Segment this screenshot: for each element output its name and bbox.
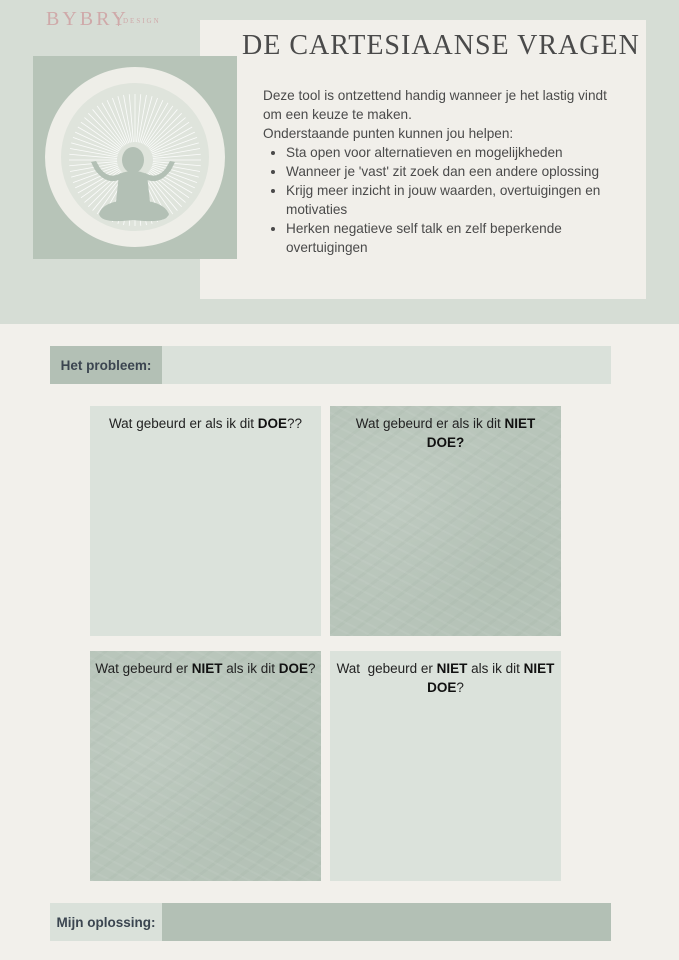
- quadrant-do[interactable]: [90, 406, 321, 636]
- question-text: Wat gebeurd er: [95, 661, 192, 676]
- page-title: DE CARTESIAANSE VRAGEN: [242, 30, 640, 61]
- question-text: ?: [308, 661, 316, 676]
- solution-input[interactable]: [162, 903, 611, 941]
- question-emphasis: DOE: [257, 416, 288, 431]
- intro-bullet: • Herken negatieve self talk en zelf beperkende overtuigingen: [286, 219, 613, 257]
- solution-field: [50, 903, 611, 941]
- intro-line-2: Onderstaande punten kunnen jou helpen:: [263, 126, 514, 141]
- intro-line-1: Deze tool is ontzettend handig wanneer je het lastig vindt om een keuze te maken.: [263, 88, 607, 122]
- meditation-figure-icon: [33, 56, 237, 259]
- intro-bullet: • Sta open voor alternatieven en mogelijkheden: [286, 143, 613, 162]
- problem-input[interactable]: [162, 346, 611, 384]
- solution-label: Mijn oplossing:: [50, 903, 162, 941]
- quadrant-not-happen-do[interactable]: [90, 651, 321, 881]
- brand-sub: DESIGN: [118, 17, 161, 26]
- question-text: Wat gebeurd er: [336, 661, 437, 676]
- question-text: Wat gebeurd er als ik dit: [355, 416, 505, 431]
- question-emphasis: NIET DOE: [427, 661, 559, 695]
- question-text: ??: [287, 416, 303, 431]
- question-emphasis: NIET: [436, 661, 468, 676]
- question-text: als ik dit: [467, 661, 524, 676]
- question-emphasis: DOE: [278, 661, 309, 676]
- intro-bullet: • Krijg meer inzicht in jouw waarden, overtuigingen en motivaties: [286, 181, 613, 219]
- brand-logo: BYBRY: [46, 8, 129, 30]
- question-emphasis: NIET: [191, 661, 223, 676]
- problem-field: [50, 346, 611, 384]
- intro-text: [263, 86, 613, 257]
- question-text: Wat gebeurd er als ik dit: [108, 416, 258, 431]
- quadrant-question: [90, 406, 321, 433]
- quadrant-question: [330, 651, 561, 697]
- meditation-illustration: [33, 56, 237, 259]
- quadrant-not-do[interactable]: [330, 406, 561, 636]
- quadrant-not-happen-not-do[interactable]: [330, 651, 561, 881]
- question-emphasis: NIET DOE?: [426, 416, 536, 450]
- question-text: als ik dit: [222, 661, 279, 676]
- intro-bullet: • Wanneer je 'vast' zit zoek dan een andere oplossing: [286, 162, 613, 181]
- quadrant-question: [330, 406, 561, 452]
- problem-label: Het probleem:: [50, 346, 162, 384]
- quadrant-question: [90, 651, 321, 678]
- intro-bullet-list: [263, 143, 613, 257]
- question-text: ?: [456, 680, 464, 695]
